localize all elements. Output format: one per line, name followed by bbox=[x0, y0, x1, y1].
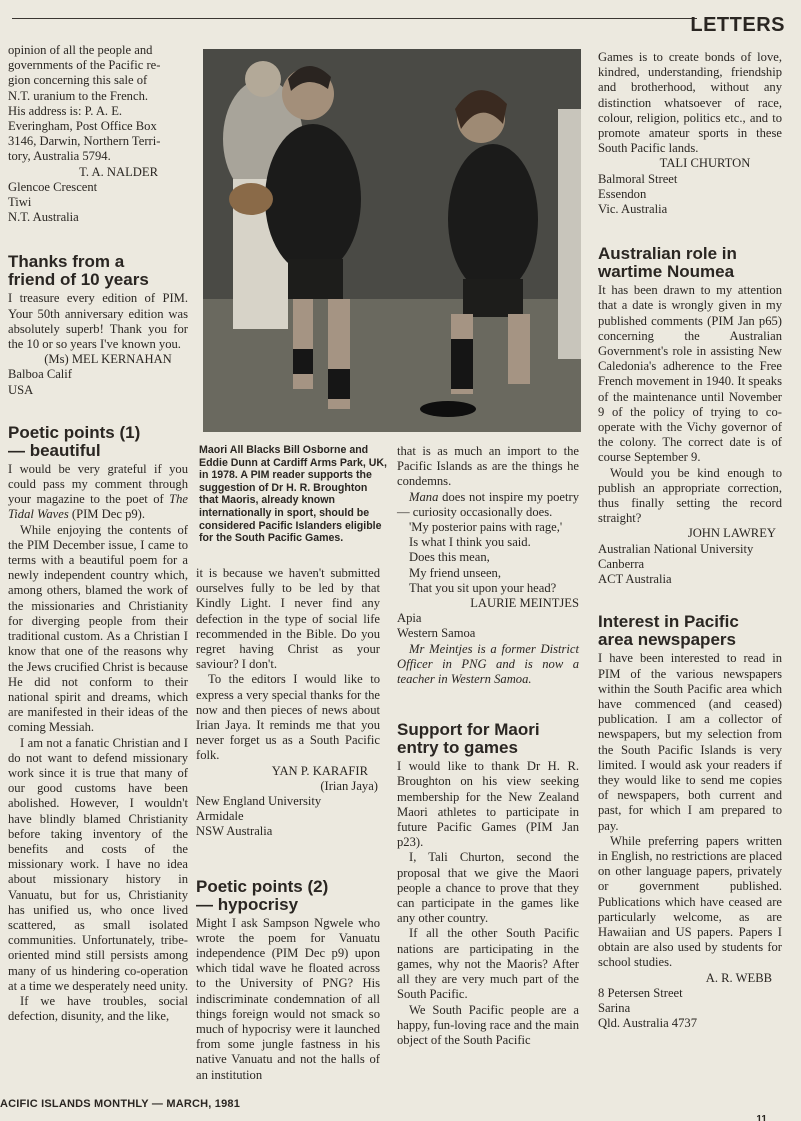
column-4 bbox=[598, 50, 782, 1031]
address-line: Western Samoa bbox=[397, 626, 476, 641]
letter-body: I treasure every edition of PIM. Your 50th anniversary edition was absolutely superb! Thank you for the 10 or so years I've known you. bbox=[8, 291, 188, 352]
address-line: Apia bbox=[397, 611, 422, 626]
letter-signature: JOHN LAWREY bbox=[687, 526, 776, 541]
verse-line: Does this mean, bbox=[409, 550, 490, 565]
letter-paragraph: Might I ask Sampson Ngwele who wrote the poem for Vanuatu independence (PIM Dec p9) upon which tidal wave he floated across to the University of PNG? His indiscriminate condemnation of all things foreign would not smack so much of hypocrisy were it launched from some jungle fastness in his native Vanuatu and not the halls of an institution bbox=[196, 915, 380, 1082]
letter-signature: (Ms) MEL KERNAHAN bbox=[44, 352, 172, 367]
verse-line: My friend unseen, bbox=[409, 565, 501, 580]
heading-line: wartime Noumea bbox=[598, 262, 735, 282]
verse-line: Is what I think you said. bbox=[409, 535, 531, 550]
address-line: Qld. Australia 4737 bbox=[598, 1016, 697, 1031]
letter-paragraph: We South Pacific people are a happy, fun-loving race and the main object of the South Pacific bbox=[397, 1002, 579, 1047]
text-run: (PIM Dec p9). bbox=[68, 507, 146, 522]
heading-line: Poetic points (1) bbox=[8, 422, 141, 442]
letter-heading bbox=[8, 424, 188, 460]
letter-paragraph: If we have troubles, social defection, disunity, and the like, bbox=[8, 993, 188, 1024]
letter-paragraph: While enjoying the contents of the PIM December issue, I came to terms with a beautiful poem for a newly independent country which, among others, blamed the work of the missionaries and Christianity for diverging people from their traditional custom. As a Christian I know that one of the reasons why the Jews crucified Christ is because He did not conform to their national spirit and dreams, which are manifested in their ideas of the coming Messiah. bbox=[8, 522, 188, 735]
heading-line: area newspapers bbox=[598, 630, 736, 650]
letter-paragraph: Would you be kind enough to publish an appropriate correction, thus finally setting the record straight? bbox=[598, 465, 782, 526]
text-line: His address is: P. A. E. bbox=[8, 103, 123, 118]
heading-line: Thanks from a bbox=[8, 252, 125, 272]
heading-line: Australian role in bbox=[598, 244, 737, 264]
letter-paragraph: I would like to thank Dr H. R. Broughton on his view seeking membership for the New Zealand Maori athletes to participate in future Pacific Games (PIM Jan p23). bbox=[397, 759, 579, 850]
heading-line: friend of 10 years bbox=[8, 270, 149, 290]
address-line: Armidale bbox=[196, 809, 244, 824]
page-footer: ACIFIC ISLANDS MONTHLY — MARCH, 1981 bbox=[0, 1098, 241, 1110]
letter-noumea bbox=[598, 245, 782, 587]
rugby-players-image bbox=[203, 49, 581, 432]
letter-signature: YAN P. KARAFIR bbox=[271, 763, 368, 778]
page-number: 11 bbox=[756, 1114, 767, 1121]
letter-thanks bbox=[8, 253, 188, 397]
column-1 bbox=[8, 43, 188, 1024]
address-line: Tiwi bbox=[8, 195, 32, 210]
heading-line: entry to games bbox=[397, 738, 518, 758]
header-rule bbox=[12, 18, 697, 19]
photo-caption: Maori All Blacks Bill Osborne and Eddie Dunn at Cardiff Arms Park, UK, in 1978. A PIM reader supports the suggestion of Dr H. R. Broughton that Maoris, already known internationally in sport, should be considered Pacific Islanders eligible for the South Pacific Games. bbox=[199, 444, 387, 545]
column-3 bbox=[397, 444, 579, 1048]
letter-paragraph: I am not a fanatic Christian and I do not want to defend missionary work since it is true that many of our good customs have been abolished. However, I wouldn't have blindly blamed Christianity before taking inventory of the benefits and costs of the missionary work. I have no idea about missionary history in Vanuatu, but for us, Christianity has unified us, who once lived scattered, as small isolated communities. Unfortunately, tribe-oriented mind still persists among many of us hindering co-operation at a time we desperately need unity. bbox=[8, 735, 188, 993]
address-line: Glencoe Crescent bbox=[8, 179, 98, 194]
text-line: governments of the Pacific re- bbox=[8, 58, 161, 73]
letter-heading bbox=[598, 613, 782, 649]
letter-heading bbox=[397, 721, 579, 757]
letter-poetic-1 bbox=[8, 424, 188, 1025]
text-run: I would be very grateful if you could pass my comment through your magazine to the poet of bbox=[8, 461, 188, 507]
letter-signature: A. R. WEBB bbox=[705, 970, 772, 985]
verse-line: That you sit upon your head? bbox=[409, 580, 557, 595]
letter-paragraph: If all the other South Pacific nations are participating in the games, why not the Maoris? After all they are very much part of the South Pacific. bbox=[397, 926, 579, 1002]
letter-signature: TALI CHURTON bbox=[659, 156, 751, 171]
text-line: tory, Australia 5794. bbox=[8, 149, 111, 164]
letter-newspapers bbox=[598, 613, 782, 1031]
rugby-photo bbox=[203, 49, 581, 432]
heading-line: — hypocrisy bbox=[196, 894, 299, 914]
heading-line: Support for Maori bbox=[397, 720, 540, 740]
letter-poetic-2 bbox=[196, 878, 380, 1083]
text-line: opinion of all the people and bbox=[8, 43, 153, 57]
address-line: N.T. Australia bbox=[8, 210, 79, 225]
text-run: does not inspire my poetry — curiosity occasionally does. bbox=[397, 489, 579, 519]
letter-paragraph: Games is to create bonds of love, kindred, understanding, friendship and brotherhood, without any distinction whatsoever of race, colour, religion, politics etc., and to promote amateur sports in these South Pacific lands. bbox=[598, 50, 782, 156]
letter-paragraph: that is as much an import to the Pacific Islands as are the things he condemns. bbox=[397, 444, 579, 489]
letter-signature: T. A. NALDER bbox=[79, 164, 158, 179]
address-line: ACT Australia bbox=[598, 572, 672, 587]
text-line: N.T. uranium to the French. bbox=[8, 88, 149, 103]
section-title: LETTERS bbox=[690, 14, 785, 36]
letter-signature: LAURIE MEINTJES bbox=[470, 596, 579, 611]
text-line: gion concerning this sale of bbox=[8, 73, 148, 88]
address-line: NSW Australia bbox=[196, 824, 273, 839]
letter-paragraph: I, Tali Churton, second the proposal that we give the Maori people a chance to prove that they can participate in the games like any other country. bbox=[397, 850, 579, 926]
letter-paragraph: While preferring papers written in English, no restrictions are placed on other language papers, privately or government published. Publications which have ceased are particularly welcome, as are Hawaiian and US papers. Papers I obtain are also used by students for school studies. bbox=[598, 833, 782, 970]
letter-heading bbox=[598, 245, 782, 281]
address-line: Australian National University bbox=[598, 541, 754, 556]
address-line: Balmoral Street bbox=[598, 171, 678, 186]
column-2 bbox=[196, 566, 380, 1083]
address-line: Vic. Australia bbox=[598, 202, 668, 217]
letter-paragraph: To the editors I would like to express a very special thanks for the now and then pieces of news about Irian Jaya. It reminds me that you never forget us as a South Pacific folk. bbox=[196, 672, 380, 763]
letter-paragraph: it is because we haven't submitted ourselves fully to be led by that Kindly Light. I never find any defection in the type of social life recommended in the Bible. Do you regret having Christ as your saviour? I don't. bbox=[196, 566, 380, 672]
poem-title: The Tidal Waves bbox=[8, 492, 188, 522]
heading-line: Interest in Pacific bbox=[598, 612, 739, 632]
letter-maori bbox=[397, 721, 579, 1048]
address-line: Essendon bbox=[598, 186, 647, 201]
letter-paragraph: 'My posterior pains with rage,' bbox=[409, 520, 563, 535]
letter-paragraph bbox=[397, 490, 579, 520]
heading-line: Poetic points (2) bbox=[196, 876, 329, 896]
address-line: Canberra bbox=[598, 556, 645, 571]
heading-line: — beautiful bbox=[8, 440, 101, 460]
letter-heading bbox=[8, 253, 188, 289]
signature-subline: (Irian Jaya) bbox=[320, 778, 378, 793]
address-line: USA bbox=[8, 382, 34, 397]
address-line: Sarina bbox=[598, 1000, 631, 1015]
letter-paragraph bbox=[8, 462, 188, 523]
letter-continuation bbox=[8, 43, 188, 225]
word-italic: Mana bbox=[409, 489, 439, 504]
address-line: Balboa Calif bbox=[8, 367, 73, 382]
editor-note: Mr Meintjes is a former District Officer in PNG and is now a teacher in Western Samoa. bbox=[397, 641, 579, 687]
verse bbox=[397, 535, 579, 596]
text-line: Everingham, Post Office Box bbox=[8, 119, 157, 134]
text-line: 3146, Darwin, Northern Terri- bbox=[8, 134, 161, 149]
address-line: 8 Petersen Street bbox=[598, 985, 683, 1000]
letter-paragraph: I have been interested to read in PIM of the various newspapers within the South Pacific area which have commenced (and ceased) publication. I am a collector of newspapers, but my selection from the South Pacific Islands is very limited. I would ask your readers if they would like to send me copies of newspapers, both current and past, for which I am prepared to pay. bbox=[598, 651, 782, 833]
address-line: New England University bbox=[196, 794, 322, 809]
letter-heading bbox=[196, 878, 380, 914]
letter-paragraph: It has been drawn to my attention that a date is wrongly given in my published comments (PIM Jan p65) concerning the Australian Government's role in assisting New Caledonia's adherence to the Free French movement in 1940. It speaks of the maintenance until November 9 of the policy of trying to co-operate with the Vichy governor of the colony. The correct date is of course September 9. bbox=[598, 283, 782, 465]
